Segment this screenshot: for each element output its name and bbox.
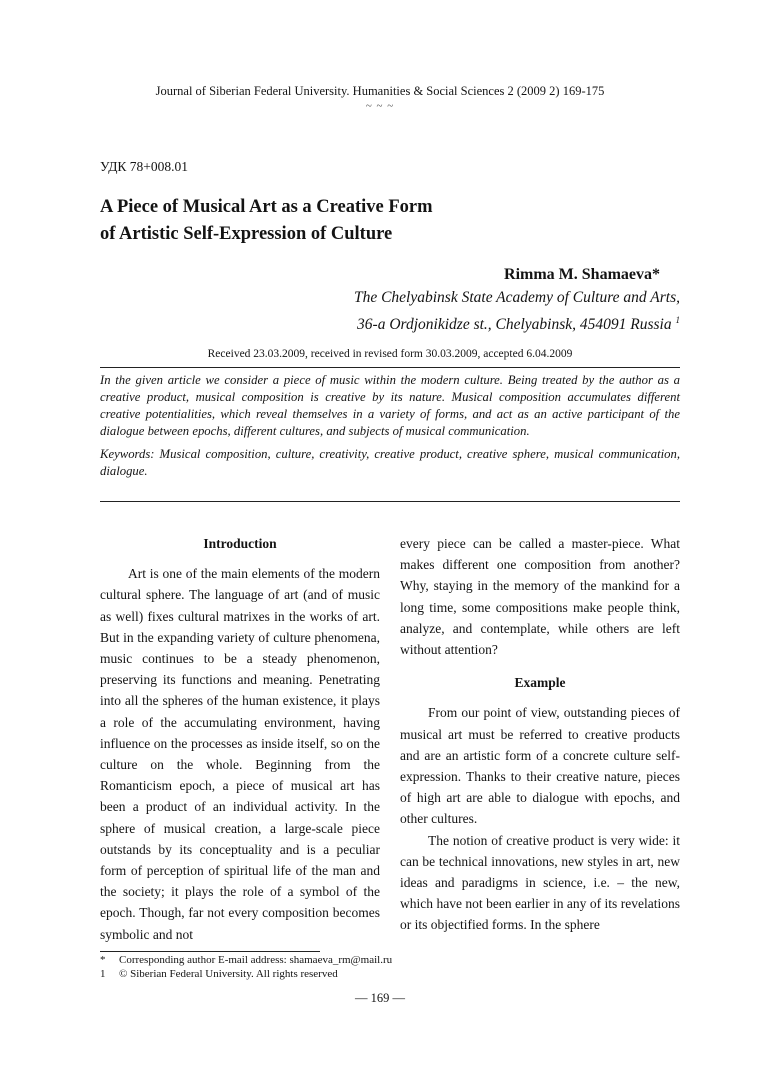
example-heading: Example (514, 675, 566, 691)
affiliation-line-2 (100, 309, 680, 336)
header-ornament: ~ ~ ~ (365, 100, 395, 112)
journal-header: Journal of Siberian Federal University. Humanities & Social Sciences 2 (2009 2) 169-175 (155, 84, 605, 98)
right-column (400, 533, 680, 936)
footnote-mark: 1 (100, 968, 106, 980)
title-line-1: A Piece of Musical Art as a Creative Form (100, 197, 433, 217)
affiliation-address: 36-a Ordjonikidze st., Chelyabinsk, 454091 Russia (357, 316, 672, 333)
footnote-text: Corresponding author E-mail address: shamaeva_rm@mail.ru (119, 954, 393, 966)
author-name: Rimma M. Shamaeva* (504, 266, 660, 283)
footnote-corresponding (100, 953, 392, 967)
introduction-heading: Introduction (203, 536, 277, 551)
author-affiliation (100, 287, 680, 336)
footnote-text: © Siberian Federal University. All rights reserved (119, 968, 338, 980)
left-column (100, 533, 380, 945)
footnotes (100, 953, 392, 981)
example-paragraph-1: From our point of view, outstanding pieces of musical art must be referred to creative products and are an artistic form of a concrete culture self-expression. Thanks to their creative nature, pieces of high art are able to dialogue with epochs, and other cultures. (400, 705, 680, 827)
footnote-mark: * (100, 954, 106, 966)
abstract (100, 372, 680, 480)
continued-paragraph: every piece can be called a master-piece. What makes different one composition from another? Why, staying in the memory of the mankind for a long time, some compositions make people think, analyze, and contemplate, while others are left without attention? (400, 536, 680, 658)
affiliation-footnote-mark: 1 (675, 315, 680, 325)
udk-code: УДК 78+008.01 (100, 159, 189, 174)
introduction-paragraph: Art is one of the main elements of the modern cultural sphere. The language of art (and of music as well) fixes cultural matrixes in the works of art. But in the expanding variety of culture phenomena, music continues to be a steady phenomenon, preserving its functions and meaning. Penetrating into all the spheres of the human existence, it plays a role of the accumulating environment, having influence on the processes as inside itself, so on the culture on the whole. Beginning from the Romanticism epoch, a piece of musical art has been a product of an individual activity. In the sphere of musical creation, a large-scale piece outstands by its conceptuality and is a peculiar form of perception of spiritual life of the man and the society; it plays the role of a symbol of the epoch. Though, far not every composition becomes symbolic and not (100, 566, 380, 942)
footnote-rule (100, 951, 320, 952)
affiliation-line-1: The Chelyabinsk State Academy of Culture and Arts, (353, 289, 680, 306)
example-paragraph-2: The notion of creative product is very wide: it can be technical innovations, new styles in art, new ideas and paradigms in science, i.e. – the new, which have not been earlier in any of its revelations or its objectified forms. In the sphere (400, 832, 680, 933)
received-dates: Received 23.03.2009, received in revised form 30.03.2009, accepted 6.04.2009 (207, 348, 573, 360)
footnote-copyright (100, 967, 392, 981)
article-title (100, 194, 660, 248)
title-line-2: of Artistic Self-Expression of Culture (100, 224, 393, 244)
abstract-top-rule (100, 367, 680, 368)
page-number: ― 169 ― (355, 991, 405, 1005)
abstract-text: In the given article we consider a piece of music within the modern culture. Being treated by the author as a creative product, musical composition is creative by its nature. Musical composition accumulates different creative potentialities, which reveal themselves in a variety of forms, and act as an active participant of the dialogue between epochs, different cultures, and subjects of musical communication. (100, 373, 680, 438)
keywords: Keywords: Musical composition, culture, creativity, creative product, creative sphere, musical communication, dialogue. (100, 447, 680, 478)
abstract-bottom-rule (100, 501, 680, 502)
